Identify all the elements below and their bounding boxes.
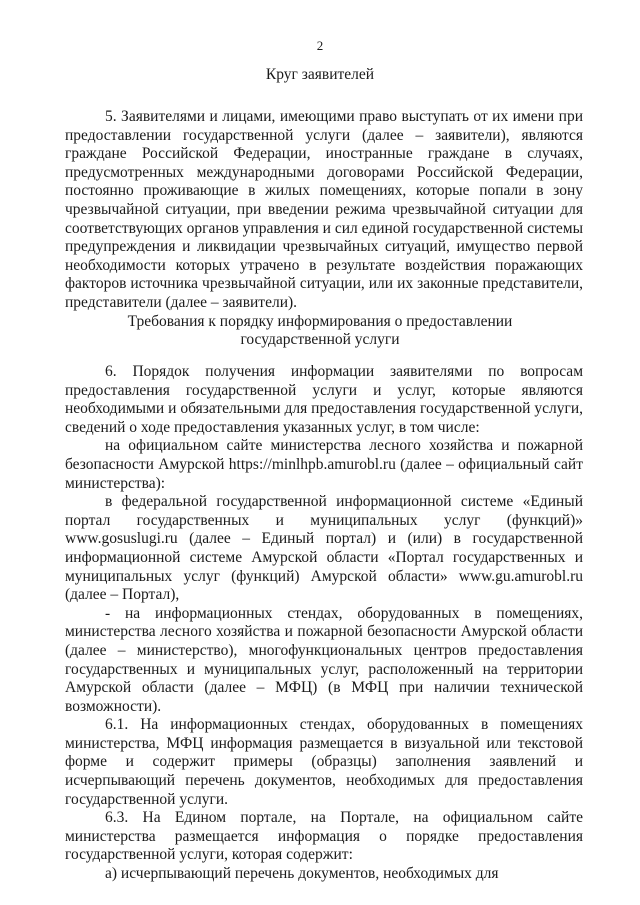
paragraph-official-site: на официальном сайте министерства лесного хозяйства и пожарной безопасности Амурской https://minlhpb.amurobl.ru (далее – официальный сайт министерства): — [65, 437, 583, 492]
page-number: 2 — [316, 38, 324, 53]
paragraph-6-1: 6.1. На информационных стендах, оборудованных в помещениях министерства, МФЦ информация размещается в визуальной или текстовой форме и содержит примеры (образцы) заполнения заявлений и исчерпывающий перечень документов, необходимых для предоставления государственной услуги. — [65, 716, 583, 808]
paragraph-info-stands: - на информационных стендах, оборудованных в помещениях, министерства лесного хозяйства и пожарной безопасности Амурской области (далее – министерство), многофункциональных центров предоставления государственных и муниципальных услуг, расположенный на территории Амурской области (далее – МФЦ) (в МФЦ при наличии технической возможности). — [65, 604, 583, 715]
paragraph-unified-portal: в федеральной государственной информационной системе «Единый портал государственных и муниципальных услуг (функций)» www.gosuslugi.ru (далее – Единый портал) и (или) в государственной информационной системе Амурской области «Портал государственных и муниципальных услуг (функций) Амурской области» www.gu.amurobl.ru (далее – Портал), — [65, 493, 583, 604]
section-heading-line-1: Требования к порядку информирования о предоставлении — [127, 313, 513, 330]
section-heading-informing — [60, 313, 580, 349]
paragraph-6-3: 6.3. На Едином портале, на Портале, на официальном сайте министерства размещается информация о порядке предоставления государственной услуги, которая содержит: — [65, 809, 583, 864]
paragraph-item-a: а) исчерпывающий перечень документов, необходимых для — [105, 865, 499, 883]
paragraph-6: 6. Порядок получения информации заявителями по вопросам предоставления государственной услуги и услуг, которые являются необходимыми и обязательными для предоставления государственной услуги, сведений о ходе предоставления указанных услуг, в том числе: — [65, 363, 583, 436]
section-heading-applicants: Круг заявителей — [265, 66, 375, 83]
section-heading-line-2: государственной услуги — [240, 331, 400, 348]
paragraph-5: 5. Заявителями и лицами, имеющими право выступать от их имени при предоставлении государственной услуги (далее – заявители), являются граждане Российской Федерации, иностранные граждане в случаях, предусмотренных международными договорами Российской Федерации, постоянно проживающие в жилых помещениях, которые попали в зону чрезвычайной ситуации, при введении режима чрезвычайной ситуации для соответствующих органов управления и сил единой государственной системы предупреждения и ликвидации чрезвычайных ситуаций, имущество первой необходимости которых утрачено в результате воздействия поражающих факторов источника чрезвычайной ситуации, или их законные представители, представители (далее – заявители). — [65, 108, 583, 311]
section-body-applicants — [65, 108, 583, 313]
section-body-informing — [65, 363, 583, 884]
